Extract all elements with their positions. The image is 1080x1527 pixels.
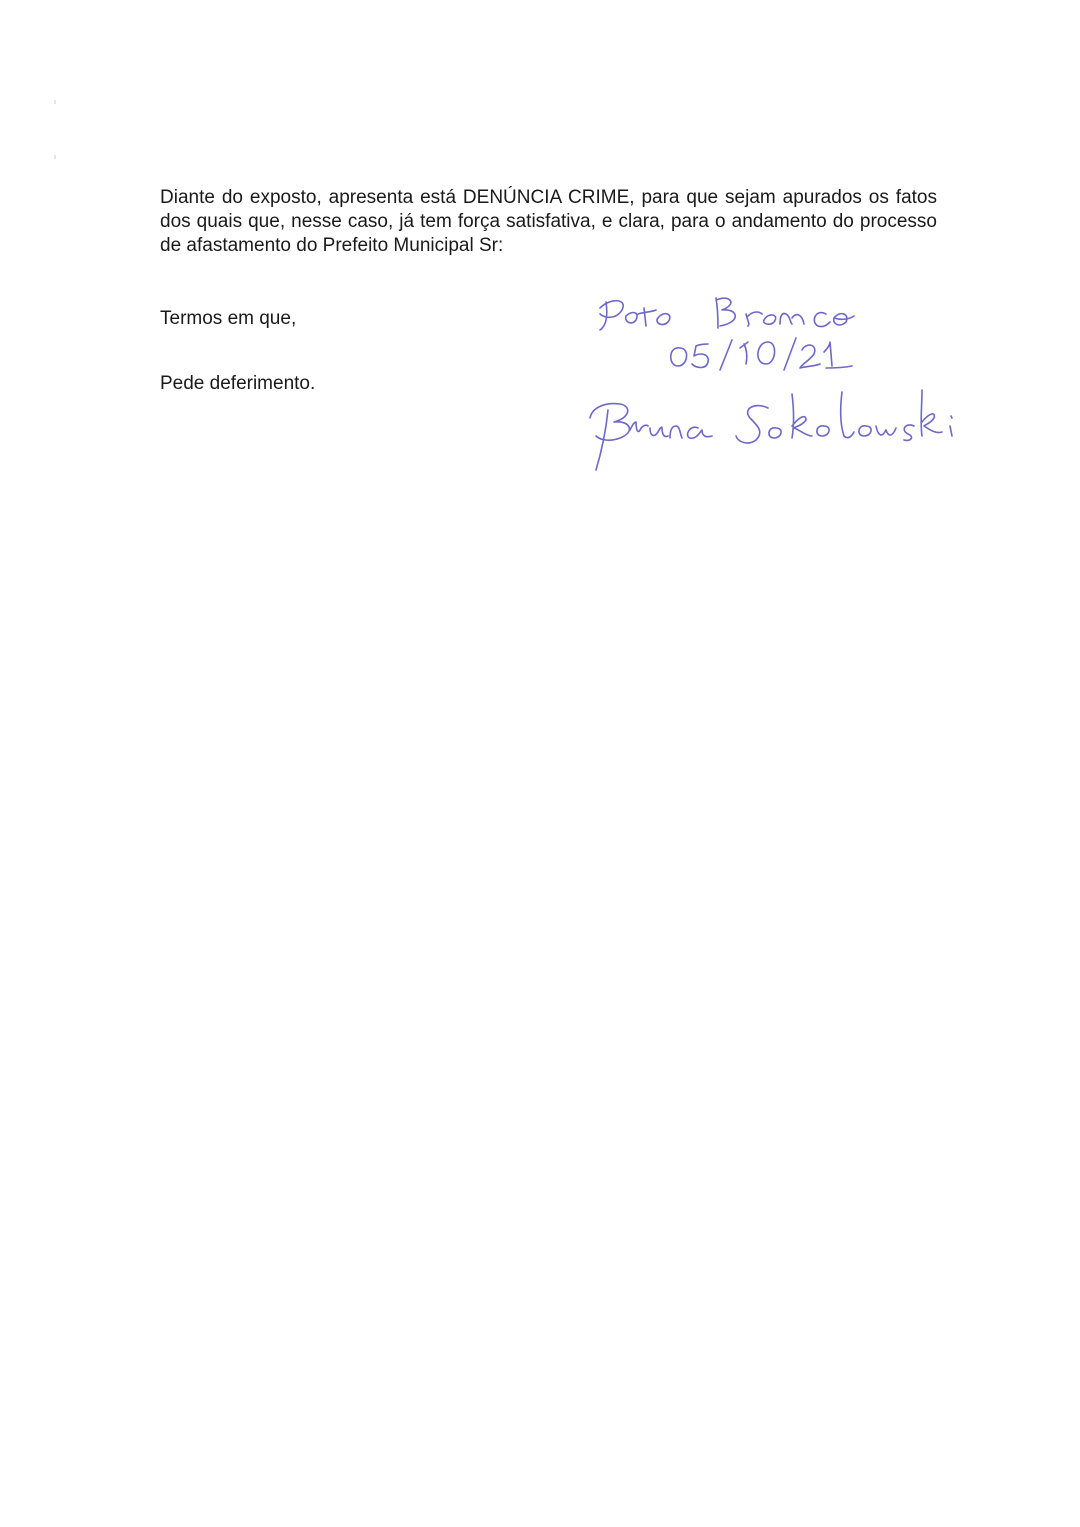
scan-speck <box>54 155 56 159</box>
handwritten-date <box>671 338 852 370</box>
closing-request: Pede deferimento. <box>160 373 316 394</box>
handwritten-name <box>590 390 952 470</box>
handwritten-signature-icon <box>570 280 990 480</box>
handwritten-signature-block <box>570 280 990 480</box>
closing-terms: Termos em que, <box>160 308 297 329</box>
handwritten-place <box>600 298 854 330</box>
scan-speck <box>54 100 56 104</box>
body-paragraph: Diante do exposto, apresenta está DENÚNCIA CRIME, para que sejam apurados os fatos dos quais que, nesse caso, já tem força satisfativa, e clara, para o andamento do processo de afastamento do Prefeito Municipal Sr: <box>160 187 937 256</box>
